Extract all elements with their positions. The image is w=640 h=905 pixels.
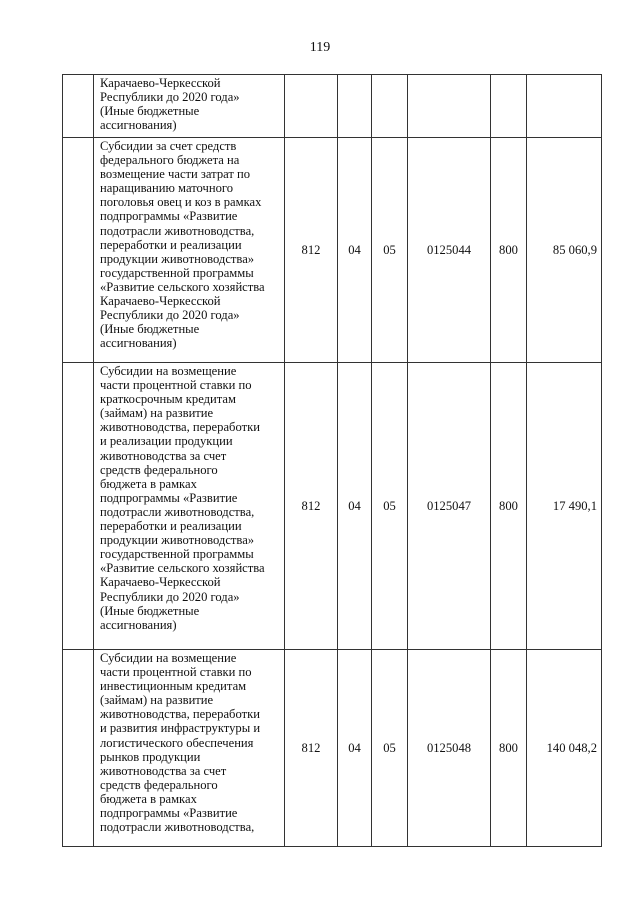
- subsection-cell: 05: [372, 650, 408, 847]
- row-number-cell: [63, 650, 94, 847]
- expense-name: Субсидии за счет средств федерального бюджета на возмещение части затрат по наращиванию маточного поголовья овец и коз в рамках подпрограммы «Развитие подотрасли животноводства, переработки и реализации продукции животноводства» государственной программы «Развитие сельского хозяйства Карачаево-Черкесской Республики до 2020 года» (Иные бюджетные ассигнования): [100, 139, 265, 351]
- subsection-cell: [372, 75, 408, 138]
- section-cell: 04: [338, 138, 372, 363]
- table-row: [63, 138, 602, 363]
- table-row: [63, 363, 602, 650]
- expense-name-cell: [94, 650, 285, 847]
- table-row: [63, 650, 602, 847]
- grbs-cell: 812: [285, 650, 338, 847]
- expense-type-cell: 800: [491, 138, 527, 363]
- target-article-cell: 0125044: [408, 138, 491, 363]
- row-number-cell: [63, 363, 94, 650]
- expense-name-cell: [94, 363, 285, 650]
- row-number-cell: [63, 75, 94, 138]
- target-article-cell: 0125047: [408, 363, 491, 650]
- amount-cell: 17 490,1: [527, 363, 602, 650]
- amount-cell: [527, 75, 602, 138]
- section-cell: 04: [338, 363, 372, 650]
- expense-name: Карачаево-Черкесской Республики до 2020 года» (Иные бюджетные ассигнования): [100, 76, 240, 133]
- budget-table: [62, 74, 602, 847]
- grbs-cell: [285, 75, 338, 138]
- grbs-cell: 812: [285, 138, 338, 363]
- section-cell: 04: [338, 650, 372, 847]
- section-cell: [338, 75, 372, 138]
- amount-cell: 85 060,9: [527, 138, 602, 363]
- grbs-cell: 812: [285, 363, 338, 650]
- table-row: [63, 75, 602, 138]
- expense-name: Субсидии на возмещение части процентной ставки по инвестиционным кредитам (займам) на развитие животноводства, переработки и развития инфраструктуры и логистического обеспечения рынков продукции животноводства за счет средств федерального бюджета в рамках подпрограммы «Развитие подотрасли животноводства,: [100, 651, 261, 835]
- subsection-cell: 05: [372, 138, 408, 363]
- target-article-cell: [408, 75, 491, 138]
- row-number-cell: [63, 138, 94, 363]
- subsection-cell: 05: [372, 363, 408, 650]
- expense-type-cell: [491, 75, 527, 138]
- expense-name-cell: [94, 75, 285, 138]
- target-article-cell: 0125048: [408, 650, 491, 847]
- amount-cell: 140 048,2: [527, 650, 602, 847]
- expense-name: Субсидии на возмещение части процентной ставки по краткосрочным кредитам (займам) на развитие животноводства, переработки и реализации продукции животноводства за счет средств федерального бюджета в рамках подпрограммы «Развитие подотрасли животноводства, переработки и реализации продукции животноводства» государственной программы «Развитие сельского хозяйства Карачаево-Черкесской Республики до 2020 года» (Иные бюджетные ассигнования): [100, 364, 265, 632]
- page-number: 119: [309, 40, 331, 55]
- expense-type-cell: 800: [491, 363, 527, 650]
- expense-type-cell: 800: [491, 650, 527, 847]
- expense-name-cell: [94, 138, 285, 363]
